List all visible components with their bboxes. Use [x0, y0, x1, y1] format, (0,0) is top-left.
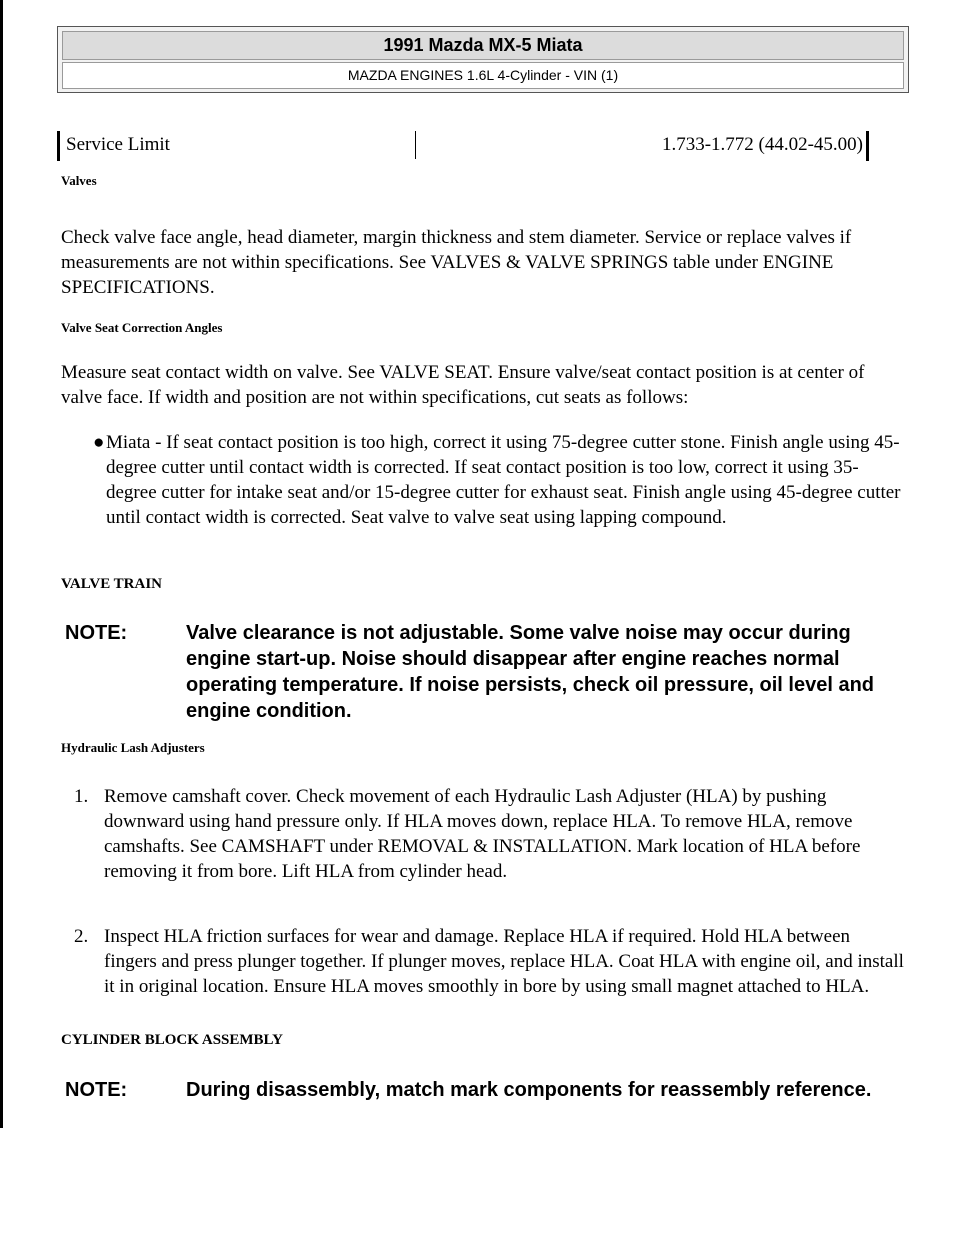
step-number: 1.: [74, 786, 89, 807]
note-label: NOTE:: [65, 1079, 128, 1101]
valves-paragraph: Check valve face angle, head diameter, margin thickness and stem diameter. Service or replace valves if measurements are not within specifications. See VALVES & VALVE SPRINGS table under ENGINE SPECIFICATIONS.: [61, 227, 852, 298]
document-header: [57, 26, 909, 93]
document-title: 1991 Mazda MX-5 Miata: [62, 31, 904, 60]
list-item: [93, 430, 905, 530]
valves-heading: Valves: [61, 173, 97, 188]
note-box: [61, 620, 911, 724]
document-subtitle: MAZDA ENGINES 1.6L 4-Cylinder - VIN (1): [62, 62, 904, 89]
step-text: Inspect HLA friction surfaces for wear and damage. Replace HLA if required. Hold HLA between fingers and press plunger together. If plunger moves, replace HLA. Coat HLA with engine oil, and install it in original location. Ensure HLA moves smoothly in bore by using small magnet attached to HLA.: [104, 926, 904, 997]
list-item: [74, 784, 904, 884]
spec-label: Service Limit: [66, 134, 170, 155]
step-text: Remove camshaft cover. Check movement of each Hydraulic Lash Adjuster (HLA) by pushing downward using hand pressure only. If HLA moves down, replace HLA. To remove HLA, remove camshafts. See CAMSHAFT under REMOVAL & INSTALLATION. Mark location of HLA before removing it from bore. Lift HLA from cylinder head.: [104, 786, 861, 882]
note-text: During disassembly, match mark components for reassembly reference.: [186, 1079, 872, 1101]
hla-heading: Hydraulic Lash Adjusters: [61, 740, 205, 755]
list-item: [74, 924, 904, 999]
bullet-icon: ●: [93, 432, 105, 453]
cylinder-block-heading: CYLINDER BLOCK ASSEMBLY: [61, 1032, 284, 1048]
step-number: 2.: [74, 926, 89, 947]
bullet-text: Miata - If seat contact position is too high, correct it using 75-degree cutter stone. Finish angle using 45-degree cutter until contact width is corrected. If seat contact position is too low, correct it using 35-degree cutter for intake seat and/or 15-degree cutter for exhaust seat. Finish angle using 45-degree cutter until contact width is corrected. Seat valve to valve seat using lapping compound.: [106, 432, 901, 528]
spec-table-row: [57, 131, 869, 161]
seat-heading: Valve Seat Correction Angles: [61, 320, 223, 335]
valve-train-heading: VALVE TRAIN: [61, 576, 163, 592]
page-border: [0, 0, 3, 1128]
seat-paragraph: Measure seat contact width on valve. See VALVE SEAT. Ensure valve/seat contact position is at center of valve face. If width and position are not within specifications, cut seats as follows:: [61, 362, 865, 408]
table-divider: [415, 131, 416, 159]
note-box: [61, 1077, 911, 1103]
note-text: Valve clearance is not adjustable. Some valve noise may occur during engine start-up. Noise should disappear after engine reaches normal operating temperature. If noise persists, check oil pressure, oil level and engine condition.: [186, 622, 875, 722]
note-label: NOTE:: [65, 622, 128, 644]
spec-value: 1.733-1.772 (44.02-45.00): [661, 134, 863, 155]
